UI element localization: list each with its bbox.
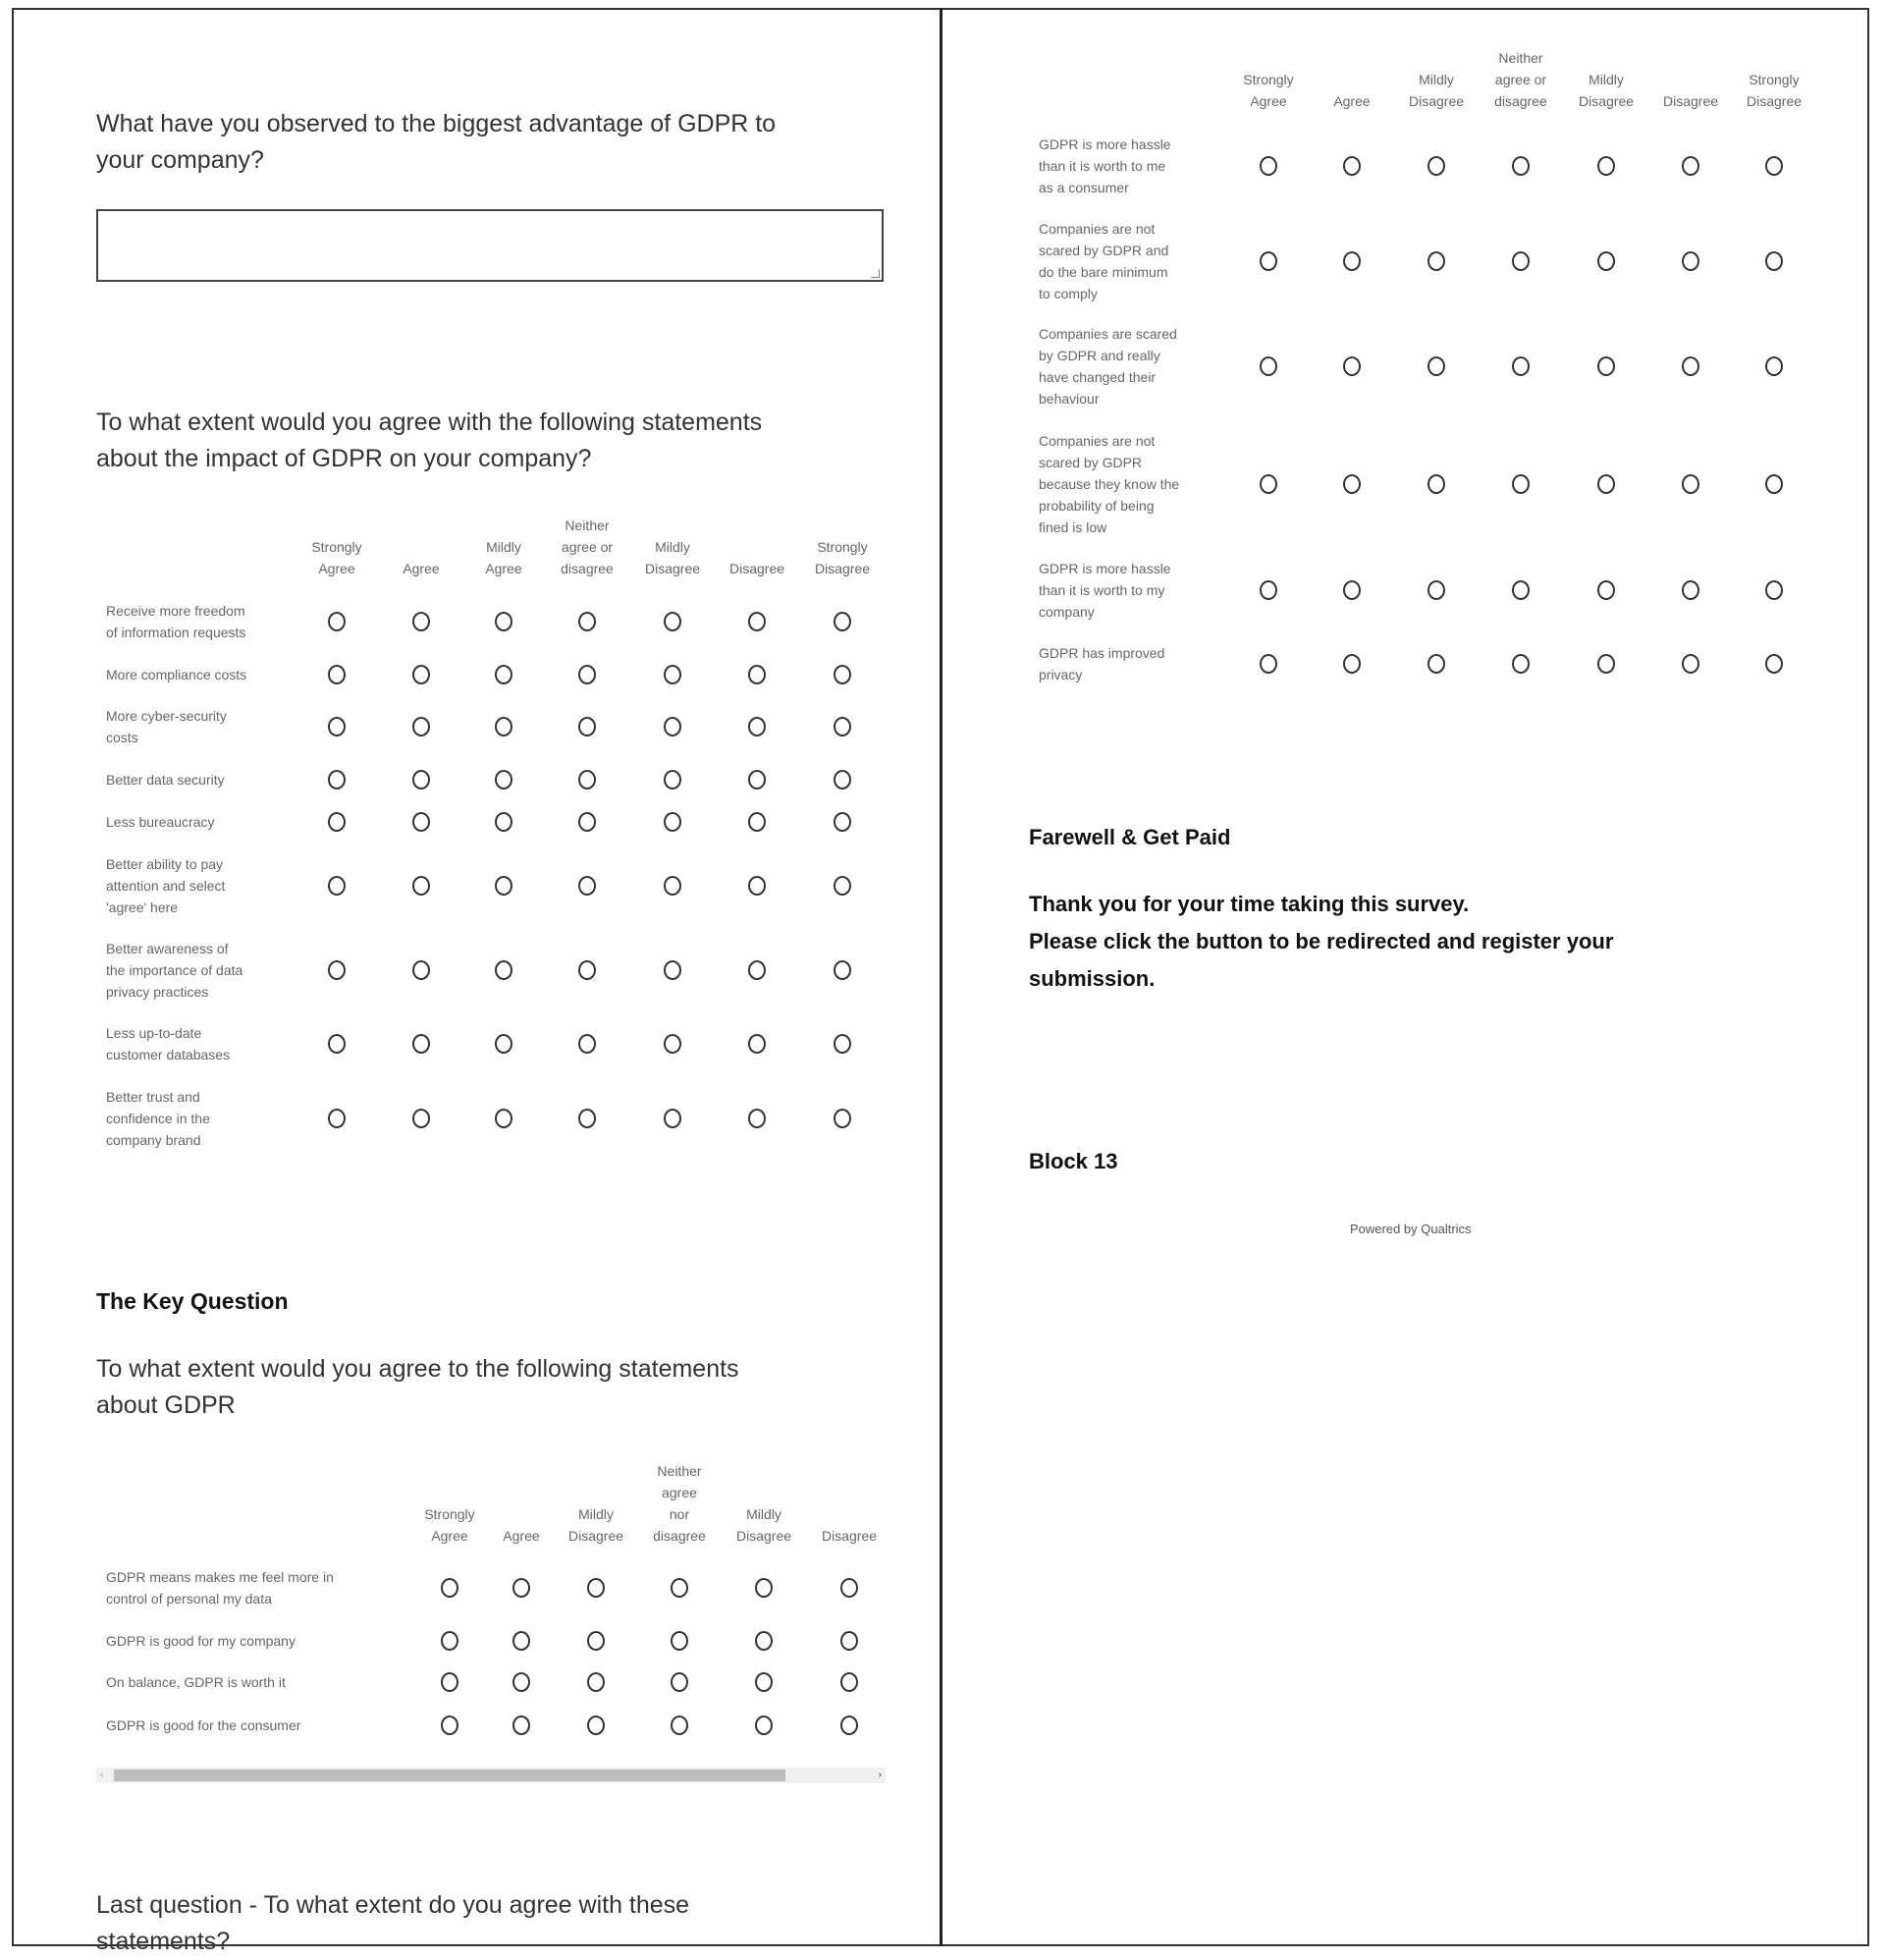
impact-radio-button[interactable]: [834, 612, 851, 631]
impact-column-header: [382, 558, 460, 579]
impact-radio-button[interactable]: [578, 612, 596, 631]
statements-radio-button[interactable]: [1427, 654, 1445, 674]
statements-radio-button[interactable]: [1597, 474, 1615, 494]
question-text-line: What have you observed to the biggest advantage of GDPR to: [96, 110, 777, 137]
row-label-line: privacy practices: [106, 984, 209, 1000]
statements-radio-button[interactable]: [1682, 251, 1699, 271]
impact-radio-button[interactable]: [664, 717, 681, 736]
column-header-line: Neither: [565, 517, 610, 533]
impact-radio-button[interactable]: [748, 1109, 766, 1128]
impact-radio-button[interactable]: [328, 960, 346, 980]
statements-radio-button[interactable]: [1343, 251, 1361, 271]
impact-radio-button[interactable]: [834, 812, 851, 832]
row-label-line: than it is worth to me: [1039, 158, 1166, 174]
column-header-line: disagree: [561, 561, 614, 576]
impact-radio-button[interactable]: [664, 876, 681, 896]
impact-row-label: [106, 705, 227, 748]
column-header-line: Mildly: [578, 1506, 614, 1522]
key-radio-button[interactable]: [840, 1715, 858, 1735]
impact-radio-button[interactable]: [664, 612, 681, 631]
statements-row-label: [1039, 218, 1168, 304]
column-header-line: Mildly: [1589, 72, 1624, 87]
key-column-header: [640, 1460, 719, 1547]
panel-divider: [940, 8, 942, 1946]
statements-radio-button[interactable]: [1765, 654, 1783, 674]
row-label-line: Companies are not: [1039, 221, 1156, 237]
row-label-line: Better trust and: [106, 1089, 200, 1105]
key-radio-button[interactable]: [671, 1715, 688, 1735]
row-label-line: because they know the: [1039, 476, 1180, 492]
impact-radio-button[interactable]: [578, 770, 596, 789]
row-label-line: GDPR has improved: [1039, 645, 1165, 661]
row-label-line: scared by GDPR: [1039, 455, 1143, 470]
row-label-line: confidence in the: [106, 1111, 210, 1126]
impact-radio-button[interactable]: [328, 665, 346, 684]
column-header-line: agree or: [1494, 72, 1547, 87]
statements-row-label: [1039, 323, 1177, 409]
key-radio-button[interactable]: [755, 1715, 773, 1735]
column-header-line: Agree: [485, 561, 522, 576]
impact-radio-button[interactable]: [412, 612, 430, 631]
impact-row-label: [106, 811, 215, 833]
statements-row-label: [1039, 558, 1171, 623]
question-text-line: Last question - To what extent do you agree with these: [96, 1891, 690, 1919]
statements-radio-button[interactable]: [1260, 156, 1277, 176]
column-header-line: Mildly: [655, 539, 690, 555]
row-label-line: do the bare minimum: [1039, 264, 1168, 280]
statements-radio-button[interactable]: [1260, 474, 1277, 494]
statements-radio-button[interactable]: [1765, 251, 1783, 271]
statements-radio-button[interactable]: [1260, 580, 1277, 600]
row-label-line: GDPR is good for my company: [106, 1633, 296, 1649]
row-label-line: GDPR is more hassle: [1039, 561, 1171, 576]
column-header-line: Disagree: [814, 561, 871, 576]
impact-radio-button[interactable]: [834, 1034, 851, 1054]
column-header-line: Disagree: [821, 1528, 878, 1544]
impact-radio-button[interactable]: [834, 770, 851, 789]
statements-radio-button[interactable]: [1682, 654, 1699, 674]
row-label-line: More compliance costs: [106, 667, 247, 682]
key-radio-button[interactable]: [840, 1631, 858, 1651]
key-row-label: [106, 1671, 286, 1693]
column-header-line: Neither: [1498, 50, 1543, 66]
farewell-heading: Farewell & Get Paid: [1029, 825, 1231, 849]
column-header-line: Agree: [403, 561, 440, 576]
row-label-line: More cyber-security: [106, 708, 227, 724]
column-header-line: Mildly: [746, 1506, 781, 1522]
row-label-line: company: [1039, 604, 1095, 620]
column-header-line: Strongly: [817, 539, 868, 555]
horizontal-scrollbar[interactable]: [96, 1768, 886, 1783]
key-radio-button[interactable]: [512, 1672, 530, 1692]
statements-column-header: [1481, 47, 1560, 112]
row-label-line: scared by GDPR and: [1039, 243, 1169, 258]
row-label-line: Less up-to-date: [106, 1025, 202, 1041]
column-header-line: agree: [662, 1485, 697, 1500]
advantage-textarea[interactable]: [96, 209, 884, 282]
key-radio-button[interactable]: [755, 1672, 773, 1692]
row-label-line: customer databases: [106, 1047, 231, 1062]
row-label-line: the importance of data: [106, 962, 243, 978]
question-key: [96, 1351, 739, 1424]
impact-column-header: [633, 536, 712, 579]
statements-radio-button[interactable]: [1260, 251, 1277, 271]
column-header-line: Disagree: [644, 561, 701, 576]
impact-radio-button[interactable]: [495, 717, 512, 736]
question-text-line: about the impact of GDPR on your company?: [96, 445, 592, 472]
key-row-label: [106, 1630, 296, 1652]
row-label-line: Companies are scared: [1039, 326, 1177, 342]
row-label-line: attention and select: [106, 878, 226, 894]
key-radio-button[interactable]: [441, 1631, 458, 1651]
impact-row-label: [106, 600, 245, 643]
key-radio-button[interactable]: [755, 1631, 773, 1651]
statements-radio-button[interactable]: [1597, 356, 1615, 376]
statements-radio-button[interactable]: [1512, 356, 1530, 376]
impact-radio-button[interactable]: [834, 1109, 851, 1128]
impact-column-header: [548, 515, 626, 579]
farewell-message: [1029, 886, 1613, 998]
statements-radio-button[interactable]: [1343, 356, 1361, 376]
column-header-line: Strongly: [311, 539, 362, 555]
key-radio-button[interactable]: [587, 1715, 605, 1735]
question-text-line: your company?: [96, 146, 264, 174]
scroll-right-arrow-icon[interactable]: ›: [878, 1769, 882, 1780]
statements-radio-button[interactable]: [1427, 251, 1445, 271]
key-radio-button[interactable]: [512, 1578, 530, 1598]
impact-radio-button[interactable]: [328, 1109, 346, 1128]
column-header-line: Disagree: [1578, 93, 1635, 109]
farewell-line: submission.: [1029, 966, 1156, 991]
column-header-line: Agree: [1333, 93, 1371, 109]
row-label-line: control of personal my data: [106, 1591, 272, 1606]
key-radio-button[interactable]: [671, 1578, 688, 1598]
statements-column-header: [1313, 90, 1391, 112]
statements-radio-button[interactable]: [1260, 356, 1277, 376]
impact-radio-button[interactable]: [664, 960, 681, 980]
statements-radio-button[interactable]: [1765, 580, 1783, 600]
row-label-line: fined is low: [1039, 519, 1107, 535]
question-text-line: To what extent would you agree to the following statements: [96, 1355, 739, 1383]
column-header-line: Mildly: [486, 539, 521, 555]
impact-row-label: [106, 1086, 210, 1151]
key-column-header: [725, 1503, 803, 1547]
key-radio-button[interactable]: [441, 1578, 458, 1598]
impact-radio-button[interactable]: [578, 717, 596, 736]
powered-by-qualtrics-link[interactable]: Powered by Qualtrics: [1350, 1222, 1472, 1236]
farewell-line: Please click the button to be redirected and register your: [1029, 929, 1614, 953]
impact-radio-button[interactable]: [412, 665, 430, 684]
impact-radio-button[interactable]: [664, 770, 681, 789]
impact-radio-button[interactable]: [834, 665, 851, 684]
key-row-label: [106, 1715, 300, 1736]
impact-radio-button[interactable]: [495, 876, 512, 896]
impact-row-label: [106, 1022, 230, 1065]
row-label-line: company brand: [106, 1132, 201, 1148]
statements-column-header: [1567, 69, 1645, 112]
statements-radio-button[interactable]: [1512, 156, 1530, 176]
impact-radio-button[interactable]: [748, 960, 766, 980]
impact-radio-button[interactable]: [748, 665, 766, 684]
statements-column-header: [1735, 69, 1813, 112]
key-radio-button[interactable]: [840, 1672, 858, 1692]
statements-radio-button[interactable]: [1512, 251, 1530, 271]
statements-radio-button[interactable]: [1427, 474, 1445, 494]
impact-radio-button[interactable]: [664, 812, 681, 832]
key-radio-button[interactable]: [441, 1715, 458, 1735]
impact-row-label: [106, 853, 225, 918]
column-header-line: Strongly: [1243, 72, 1294, 87]
column-header-line: nor: [669, 1506, 690, 1522]
row-label-line: by GDPR and really: [1039, 348, 1160, 363]
impact-radio-button[interactable]: [834, 717, 851, 736]
statements-radio-button[interactable]: [1427, 156, 1445, 176]
row-label-line: Better data security: [106, 772, 225, 788]
key-question-heading: The Key Question: [96, 1288, 289, 1314]
impact-radio-button[interactable]: [578, 812, 596, 832]
impact-radio-button[interactable]: [412, 812, 430, 832]
row-label-line: Companies are not: [1039, 433, 1156, 449]
impact-radio-button[interactable]: [412, 876, 430, 896]
statements-radio-button[interactable]: [1765, 356, 1783, 376]
row-label-line: Better ability to pay: [106, 856, 224, 872]
impact-radio-button[interactable]: [412, 717, 430, 736]
row-label-line: On balance, GDPR is worth it: [106, 1674, 286, 1690]
impact-radio-button[interactable]: [495, 1034, 512, 1054]
row-label-line: behaviour: [1039, 391, 1100, 407]
statements-radio-button[interactable]: [1682, 356, 1699, 376]
column-header-line: Agree: [431, 1528, 468, 1544]
impact-radio-button[interactable]: [328, 812, 346, 832]
statements-radio-button[interactable]: [1597, 251, 1615, 271]
statements-row-label: [1039, 134, 1171, 198]
statements-radio-button[interactable]: [1512, 580, 1530, 600]
impact-radio-button[interactable]: [495, 612, 512, 631]
column-header-line: disagree: [653, 1528, 706, 1544]
column-header-line: Agree: [1250, 93, 1287, 109]
column-header-line: Mildly: [1419, 72, 1454, 87]
impact-radio-button[interactable]: [748, 717, 766, 736]
question-open-advantage: [96, 106, 776, 179]
scroll-left-arrow-icon[interactable]: ‹: [100, 1769, 104, 1780]
row-label-line: costs: [106, 730, 138, 745]
statements-radio-button[interactable]: [1343, 156, 1361, 176]
statements-column-header: [1229, 69, 1308, 112]
key-radio-button[interactable]: [512, 1631, 530, 1651]
column-header-line: Strongly: [1749, 72, 1800, 87]
row-label-line: GDPR is more hassle: [1039, 136, 1171, 152]
column-header-line: Disagree: [735, 1528, 792, 1544]
impact-radio-button[interactable]: [495, 960, 512, 980]
row-label-line: Better awareness of: [106, 941, 229, 956]
impact-radio-button[interactable]: [495, 1109, 512, 1128]
row-label-line: to comply: [1039, 286, 1098, 301]
statements-radio-button[interactable]: [1597, 580, 1615, 600]
impact-radio-button[interactable]: [495, 812, 512, 832]
row-label-line: have changed their: [1039, 369, 1157, 385]
column-header-line: Disagree: [567, 1528, 624, 1544]
impact-radio-button[interactable]: [664, 1034, 681, 1054]
statements-radio-button[interactable]: [1343, 580, 1361, 600]
row-label-line: GDPR is good for the consumer: [106, 1717, 301, 1733]
impact-radio-button[interactable]: [328, 717, 346, 736]
impact-column-header: [464, 536, 543, 579]
key-radio-button[interactable]: [755, 1578, 773, 1598]
statements-radio-button[interactable]: [1512, 474, 1530, 494]
question-impact: [96, 405, 762, 477]
row-label-line: as a consumer: [1039, 180, 1129, 195]
column-header-line: Strongly: [424, 1506, 475, 1522]
statements-radio-button[interactable]: [1597, 654, 1615, 674]
column-header-line: Disagree: [1662, 93, 1719, 109]
impact-radio-button[interactable]: [578, 876, 596, 896]
key-radio-button[interactable]: [587, 1578, 605, 1598]
row-label-line: 'agree' here: [106, 899, 179, 915]
block-title: Block 13: [1029, 1149, 1118, 1173]
statements-radio-button[interactable]: [1765, 156, 1783, 176]
scroll-thumb[interactable]: [114, 1769, 785, 1781]
statements-radio-button[interactable]: [1597, 156, 1615, 176]
impact-radio-button[interactable]: [748, 612, 766, 631]
key-row-label: [106, 1566, 334, 1609]
impact-radio-button[interactable]: [328, 876, 346, 896]
statements-radio-button[interactable]: [1343, 654, 1361, 674]
statements-radio-button[interactable]: [1765, 474, 1783, 494]
impact-radio-button[interactable]: [748, 1034, 766, 1054]
impact-radio-button[interactable]: [578, 1034, 596, 1054]
statements-radio-button[interactable]: [1512, 654, 1530, 674]
farewell-line: Thank you for your time taking this survey.: [1029, 892, 1470, 916]
impact-row-label: [106, 938, 242, 1003]
impact-radio-button[interactable]: [748, 770, 766, 789]
statements-radio-button[interactable]: [1343, 474, 1361, 494]
row-label-line: Less bureaucracy: [106, 814, 215, 830]
statements-radio-button[interactable]: [1682, 474, 1699, 494]
key-radio-button[interactable]: [840, 1578, 858, 1598]
key-column-header: [810, 1525, 889, 1547]
impact-radio-button[interactable]: [664, 1109, 681, 1128]
impact-radio-button[interactable]: [412, 770, 430, 789]
row-label-line: privacy: [1039, 667, 1083, 682]
impact-radio-button[interactable]: [834, 960, 851, 980]
row-label-line: GDPR means makes me feel more in: [106, 1569, 334, 1585]
key-radio-button[interactable]: [441, 1672, 458, 1692]
question-text-line: about GDPR: [96, 1391, 236, 1419]
key-radio-button[interactable]: [671, 1631, 688, 1651]
impact-radio-button[interactable]: [328, 612, 346, 631]
column-header-line: disagree: [1494, 93, 1547, 109]
impact-radio-button[interactable]: [412, 960, 430, 980]
row-label-line: of information requests: [106, 625, 246, 640]
impact-column-header: [803, 536, 882, 579]
column-header-line: Agree: [318, 561, 355, 576]
impact-column-header: [297, 536, 376, 579]
statements-row-label: [1039, 642, 1164, 685]
row-label-line: probability of being: [1039, 498, 1155, 514]
statements-column-header: [1651, 90, 1730, 112]
question-text-line: statements?: [96, 1928, 231, 1955]
statements-radio-button[interactable]: [1260, 654, 1277, 674]
column-header-line: Neither: [657, 1463, 702, 1479]
column-header-line: Disagree: [1746, 93, 1803, 109]
statements-radio-button[interactable]: [1682, 156, 1699, 176]
statements-column-header: [1397, 69, 1476, 112]
impact-radio-button[interactable]: [495, 770, 512, 789]
impact-row-label: [106, 769, 225, 790]
statements-radio-button[interactable]: [1682, 580, 1699, 600]
column-header-line: Disagree: [1408, 93, 1465, 109]
key-column-header: [557, 1503, 635, 1547]
column-header-line: agree or: [561, 539, 614, 555]
impact-radio-button[interactable]: [328, 1034, 346, 1054]
impact-radio-button[interactable]: [748, 876, 766, 896]
statements-row-label: [1039, 430, 1179, 538]
question-text-line: To what extent would you agree with the following statements: [96, 408, 763, 436]
impact-radio-button[interactable]: [748, 812, 766, 832]
impact-radio-button[interactable]: [412, 1034, 430, 1054]
impact-radio-button[interactable]: [578, 1109, 596, 1128]
impact-radio-button[interactable]: [578, 960, 596, 980]
impact-radio-button[interactable]: [664, 665, 681, 684]
key-radio-button[interactable]: [671, 1672, 688, 1692]
key-radio-button[interactable]: [512, 1715, 530, 1735]
impact-radio-button[interactable]: [834, 876, 851, 896]
row-label-line: Receive more freedom: [106, 603, 245, 619]
statements-radio-button[interactable]: [1427, 356, 1445, 376]
statements-radio-button[interactable]: [1427, 580, 1445, 600]
row-label-line: than it is worth to my: [1039, 582, 1165, 598]
question-last: [96, 1887, 689, 1960]
key-column-header: [410, 1503, 489, 1547]
impact-row-label: [106, 664, 246, 685]
key-column-header: [482, 1525, 561, 1547]
impact-column-header: [718, 558, 796, 579]
impact-radio-button[interactable]: [412, 1109, 430, 1128]
column-header-line: Disagree: [728, 561, 785, 576]
impact-radio-button[interactable]: [578, 665, 596, 684]
impact-radio-button[interactable]: [495, 665, 512, 684]
resize-handle-icon[interactable]: [871, 269, 880, 278]
key-radio-button[interactable]: [587, 1631, 605, 1651]
key-radio-button[interactable]: [587, 1672, 605, 1692]
impact-radio-button[interactable]: [328, 770, 346, 789]
column-header-line: Agree: [503, 1528, 540, 1544]
